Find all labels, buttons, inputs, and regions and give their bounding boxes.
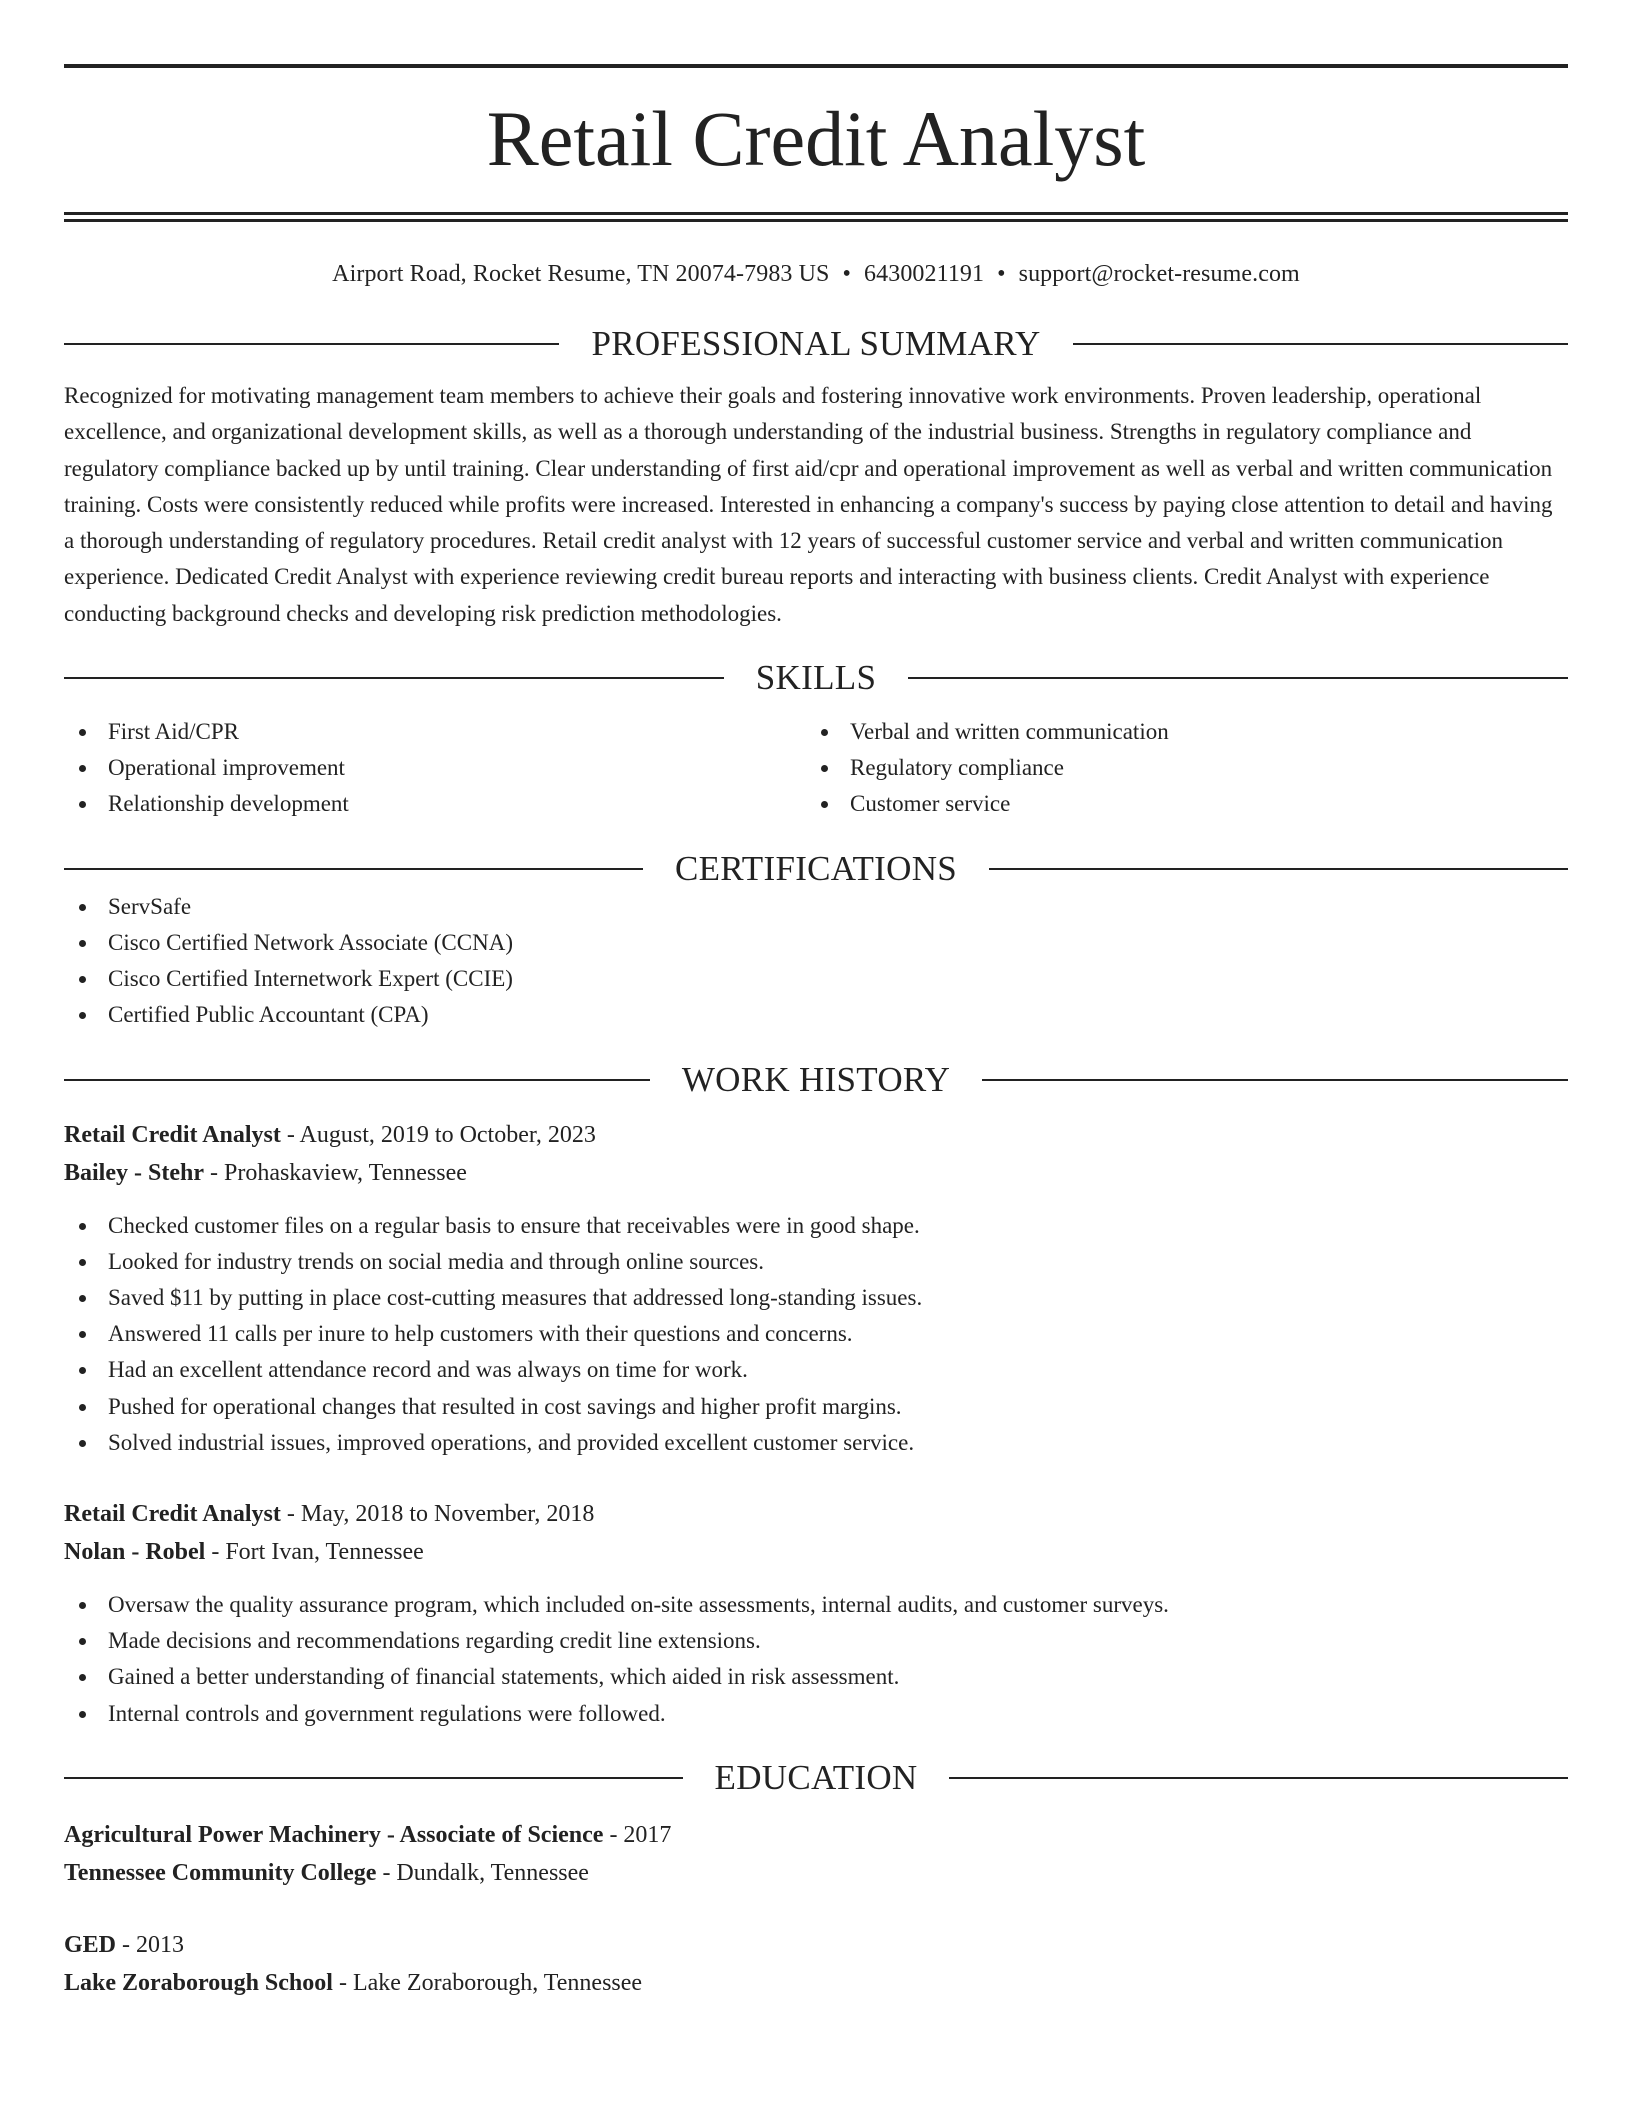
job-company-line xyxy=(64,1154,1568,1192)
section-rule xyxy=(982,1079,1568,1081)
title-double-rule xyxy=(64,212,1568,222)
section-title: EDUCATION xyxy=(714,1757,918,1797)
section-rule xyxy=(949,1777,1568,1779)
section-title: CERTIFICATIONS xyxy=(674,848,958,888)
section-rule xyxy=(908,677,1568,679)
skill-item: Operational improvement xyxy=(64,750,806,786)
job-role: Retail Credit Analyst xyxy=(64,1500,281,1527)
section-rule xyxy=(64,343,559,345)
job-dates: - August, 2019 to October, 2023 xyxy=(280,1121,596,1148)
education-school: Lake Zoraborough School xyxy=(64,1969,333,1996)
section-rule xyxy=(1073,343,1568,345)
job-duty: Checked customer files on a regular basis to ensure that receivables were in good shape. xyxy=(64,1208,1568,1244)
section-rule xyxy=(989,868,1568,870)
job-duty: Answered 11 calls per inure to help customers with their questions and concerns. xyxy=(64,1316,1568,1352)
job-location: - Prohaskaview, Tennessee xyxy=(203,1159,467,1186)
job-duty: Oversaw the quality assurance program, which included on-site assessments, internal audits, and customer surveys. xyxy=(64,1587,1568,1623)
contact-separator: • xyxy=(997,261,1006,287)
section-title: WORK HISTORY xyxy=(681,1059,951,1099)
education-degree-line xyxy=(64,1926,1568,1964)
certification-item: Certified Public Accountant (CPA) xyxy=(64,997,1568,1033)
skill-item: Regulatory compliance xyxy=(806,750,1548,786)
job-company: Bailey - Stehr xyxy=(64,1159,204,1186)
education-year: - 2017 xyxy=(603,1821,672,1848)
job-company-line xyxy=(64,1533,1568,1571)
education-year: - 2013 xyxy=(116,1931,185,1958)
job-duties-list xyxy=(64,1587,1568,1732)
education-school: Tennessee Community College xyxy=(64,1859,377,1886)
skill-item: Verbal and written communication xyxy=(806,714,1548,750)
education-entry xyxy=(64,1816,1568,1892)
section-header-summary xyxy=(64,324,1568,364)
education-degree: Agricultural Power Machinery - Associate of Science xyxy=(64,1821,604,1848)
contact-separator: • xyxy=(842,261,852,287)
job-duty: Saved $11 by putting in place cost-cutting measures that addressed long-standing issues. xyxy=(64,1280,1568,1316)
education-location: - Lake Zoraborough, Tennessee xyxy=(332,1969,643,1996)
contact-email: support@rocket-resume.com xyxy=(1018,261,1300,287)
section-rule xyxy=(64,677,724,679)
section-title: PROFESSIONAL SUMMARY xyxy=(591,324,1041,363)
job-entry xyxy=(64,1116,1568,1461)
education-location: - Dundalk, Tennessee xyxy=(376,1859,589,1886)
education-school-line xyxy=(64,1854,1568,1892)
job-entry xyxy=(64,1495,1568,1732)
job-location: - Fort Ivan, Tennessee xyxy=(205,1538,424,1565)
job-duties-list xyxy=(64,1208,1568,1461)
education-degree: GED xyxy=(64,1931,117,1958)
certification-item: Cisco Certified Network Associate (CCNA) xyxy=(64,925,1568,961)
section-rule xyxy=(64,868,643,870)
job-company: Nolan - Robel xyxy=(64,1538,206,1565)
job-duty: Solved industrial issues, improved operations, and provided excellent customer service. xyxy=(64,1425,1568,1461)
skills-list xyxy=(64,714,1568,823)
contact-phone: 6430021191 xyxy=(864,261,985,287)
section-rule xyxy=(64,1777,683,1779)
certification-item: Cisco Certified Internetwork Expert (CCIE) xyxy=(64,961,1568,997)
resume-page xyxy=(64,0,1568,2002)
certification-item: ServSafe xyxy=(64,889,1568,925)
job-duty: Made decisions and recommendations regarding credit line extensions. xyxy=(64,1623,1568,1659)
section-header-skills xyxy=(64,658,1568,698)
resume-title: Retail Credit Analyst xyxy=(486,95,1146,182)
section-rule xyxy=(64,1079,650,1081)
job-dates: - May, 2018 to November, 2018 xyxy=(280,1500,595,1527)
skill-item: First Aid/CPR xyxy=(64,714,806,750)
education-entry xyxy=(64,1926,1568,2002)
job-duty: Internal controls and government regulations were followed. xyxy=(64,1696,1568,1732)
summary-text: Recognized for motivating management team members to achieve their goals and fostering innovative work environments. Proven leadership, operational excellence, and organizational development skills, as well as a thorough understanding of the industrial business. Strengths in regulatory compliance and regulatory compliance backed up by until training. Clear understanding of first aid/cpr and operational improvement as well as verbal and written communication training. Costs were consistently reduced while profits were increased. Interested in enhancing a company's success by paying close attention to detail and having a thorough understanding of regulatory procedures. Retail credit analyst with 12 years of successful customer service and verbal and written communication experience. Dedicated Credit Analyst with experience reviewing credit bureau reports and interacting with business clients. Credit Analyst with experience conducting background checks and developing risk prediction methodologies. xyxy=(64,383,1553,626)
contact-address: Airport Road, Rocket Resume, TN 20074-7983 US xyxy=(332,261,830,287)
job-duty: Had an excellent attendance record and was always on time for work. xyxy=(64,1352,1568,1388)
skills-column-right xyxy=(806,714,1548,823)
top-rule xyxy=(64,64,1568,68)
skill-item: Relationship development xyxy=(64,786,806,822)
contact-line xyxy=(64,262,1568,286)
education-degree-line xyxy=(64,1816,1568,1854)
job-role-line xyxy=(64,1495,1568,1533)
certifications-list xyxy=(64,889,1568,1034)
job-duty: Looked for industry trends on social media and through online sources. xyxy=(64,1244,1568,1280)
section-header-certifications xyxy=(64,849,1568,889)
section-header-work-history xyxy=(64,1060,1568,1100)
section-title: SKILLS xyxy=(755,658,877,698)
job-role: Retail Credit Analyst xyxy=(64,1121,281,1148)
job-duty: Gained a better understanding of financial statements, which aided in risk assessment. xyxy=(64,1659,1568,1695)
skill-item: Customer service xyxy=(806,786,1548,822)
section-header-education xyxy=(64,1758,1568,1798)
job-duty: Pushed for operational changes that resulted in cost savings and higher profit margins. xyxy=(64,1389,1568,1425)
skills-column-left xyxy=(64,714,806,823)
job-role-line xyxy=(64,1116,1568,1154)
education-school-line xyxy=(64,1964,1568,2002)
